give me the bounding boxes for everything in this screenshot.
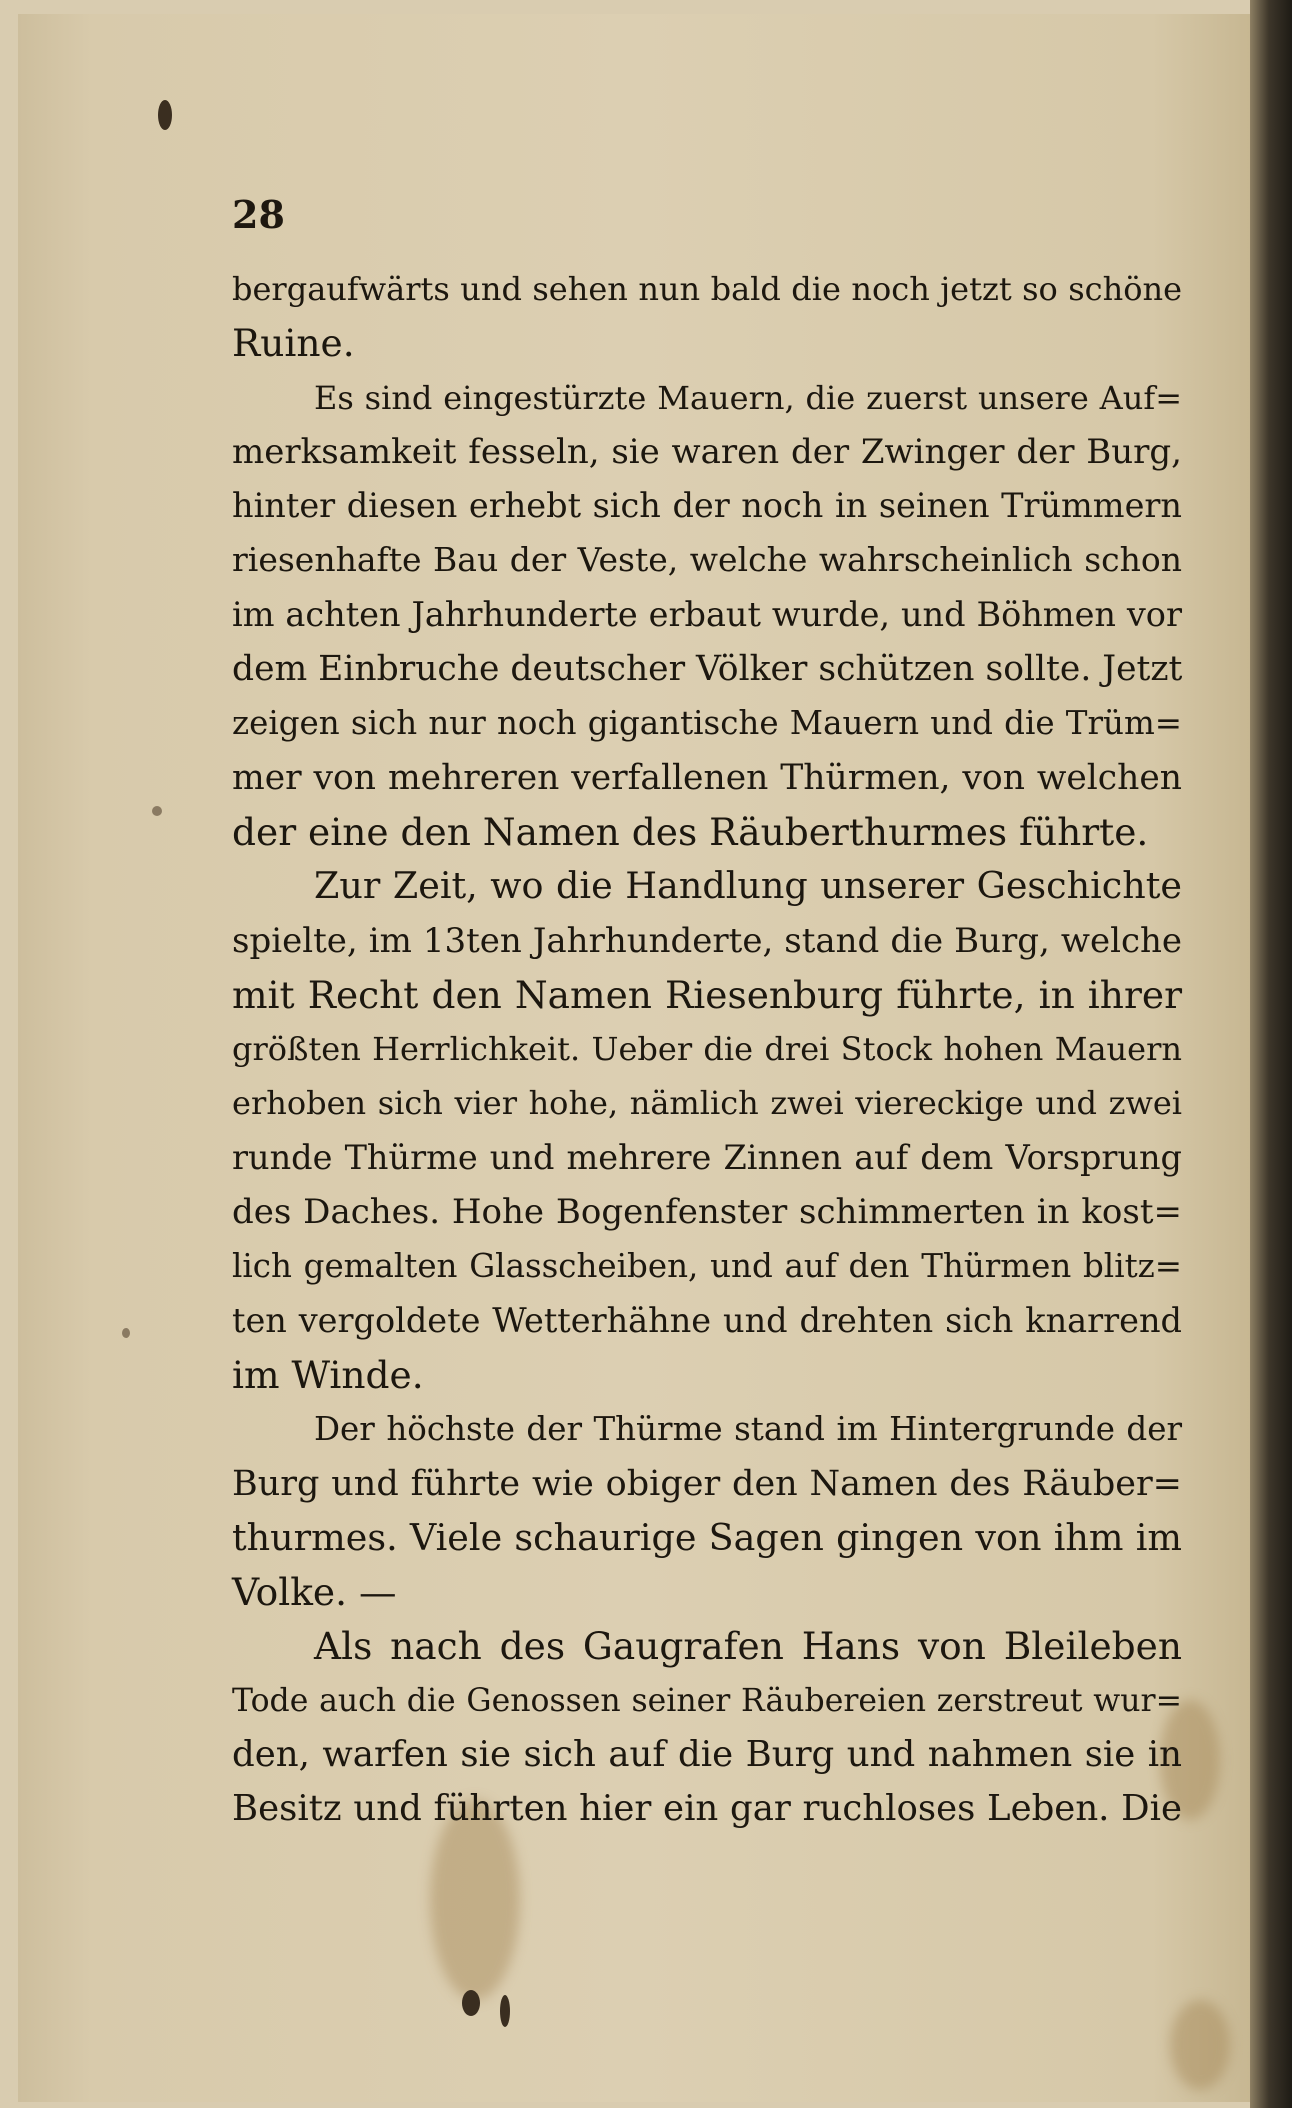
ink-spot [462, 1990, 480, 2016]
text-line: der eine den Namen des Räuberthurmes führte. [232, 809, 1149, 854]
text-line: spielte, im 13ten Jahrhunderte, stand die Burg, welche [232, 920, 1182, 961]
paper-stain [1170, 2000, 1230, 2090]
text-line: Zur Zeit, wo die Handlung unserer Geschichte [314, 864, 1182, 908]
text-line: Der höchste der Thürme stand im Hintergrunde der [314, 1410, 1182, 1449]
text-line: Ruine. [232, 321, 355, 366]
book-spine-shadow [1250, 0, 1292, 2108]
text-line: merksamkeit fesseln, sie waren der Zwinger der Burg, [232, 431, 1182, 472]
text-line: Besitz und führten hier ein gar ruchloses Leben. Die [232, 1788, 1182, 1830]
text-line: runde Thürme und mehrere Zinnen auf dem Vorsprung [232, 1137, 1182, 1177]
text-line: des Daches. Hohe Bogenfenster schimmerten in kost= [232, 1192, 1182, 1233]
ink-spot [122, 1328, 130, 1338]
text-line: bergaufwärts und sehen nun bald die noch jetzt so schöne [232, 270, 1182, 308]
body-text [232, 262, 1182, 1837]
text-line: Volke. — [232, 1570, 397, 1615]
text-line: den, warfen sie sich auf die Burg und nahmen sie in [232, 1734, 1182, 1776]
text-line: Es sind eingestürzte Mauern, die zuerst unsere Auf= [314, 378, 1182, 417]
text-line: riesenhafte Bau der Veste, welche wahrscheinlich schon [232, 540, 1182, 580]
ink-spot [158, 100, 172, 130]
ink-spot [152, 806, 162, 816]
page-number: 28 [232, 192, 285, 237]
text-line: zeigen sich nur noch gigantische Mauern und die Trüm= [232, 704, 1182, 743]
text-line: mer von mehreren verfallenen Thürmen, von welchen [232, 757, 1182, 798]
text-line: Als nach des Gaugrafen Hans von Bleileben [314, 1624, 1182, 1669]
text-line: mit Recht den Namen Riesenburg führte, in ihrer [232, 972, 1182, 1017]
ink-spot [500, 1995, 510, 2027]
text-line: erhoben sich vier hohe, nämlich zwei viereckige und zwei [232, 1084, 1182, 1123]
text-line: lich gemalten Glasscheiben, und auf den Thürmen blitz= [232, 1247, 1182, 1286]
text-line: dem Einbruche deutscher Völker schützen sollte. Jetzt [232, 649, 1183, 690]
text-line: hinter diesen erhebt sich der noch in seinen Trümmern [232, 486, 1182, 526]
text-line: ten vergoldete Wetterhähne und drehten sich knarrend [232, 1300, 1182, 1340]
text-line: im achten Jahrhunderte erbaut wurde, und Böhmen vor [232, 594, 1182, 634]
text-line: im Winde. [232, 1352, 424, 1397]
text-line: größten Herrlichkeit. Ueber die drei Stock hohen Mauern [232, 1030, 1182, 1069]
text-line: thurmes. Viele schaurige Sagen gingen von ihm im [232, 1515, 1182, 1559]
text-line: Tode auch die Genossen seiner Räubereien zerstreut wur= [232, 1682, 1182, 1719]
text-line: Burg und führte wie obiger den Namen des Räuber= [232, 1463, 1182, 1504]
